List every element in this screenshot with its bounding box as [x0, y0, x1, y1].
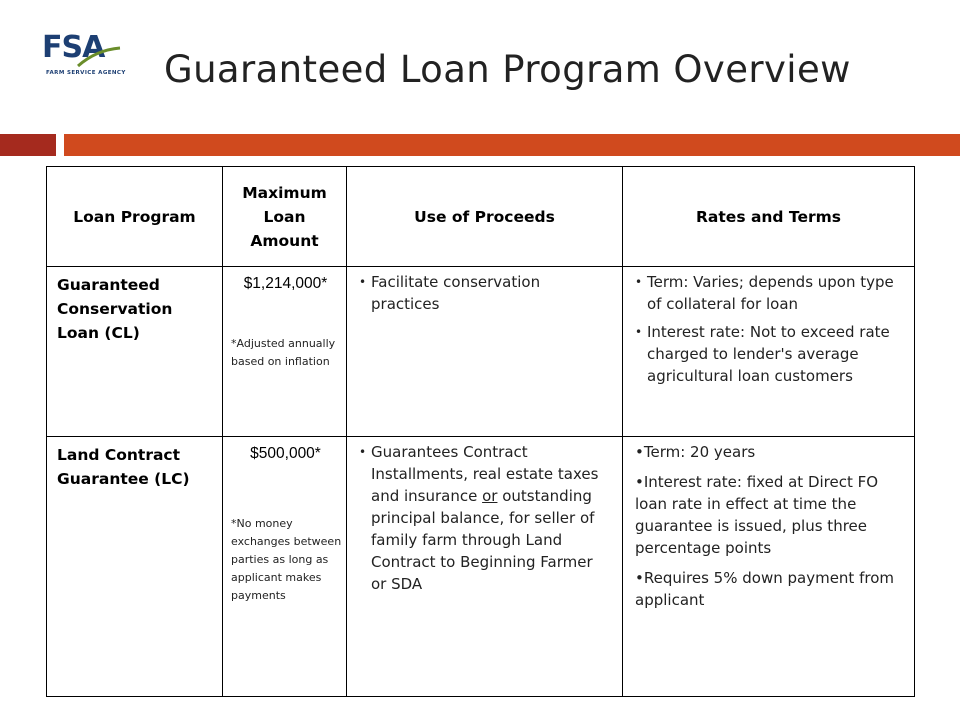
accent-bar-left: [0, 134, 56, 156]
proceeds-list: [347, 267, 622, 315]
header-row: [47, 167, 915, 267]
logo-letters: FSA: [42, 30, 105, 65]
header-rates-terms: Rates and Terms: [623, 167, 915, 267]
header-max-amount: Maximum Loan Amount: [223, 167, 347, 267]
header-use-of-proceeds: Use of Proceeds: [347, 167, 623, 267]
list-item: •Requires 5% down payment from applicant: [635, 569, 894, 609]
accent-bar: [64, 134, 960, 156]
list-item: • Term: Varies; depends upon type of collateral for loan: [647, 271, 904, 315]
program-name: Guaranteed Conservation Loan (CL): [57, 276, 173, 342]
terms-list: [623, 267, 914, 387]
list-item: •Interest rate: fixed at Direct FO loan rate in effect at time the guarantee is issued, plus three percentage points: [635, 473, 879, 557]
table-row: [47, 437, 915, 697]
header-loan-program: Loan Program: [47, 167, 223, 267]
list-item: •Term: 20 years: [635, 443, 756, 461]
loan-program-table: [46, 166, 915, 697]
list-item: • Interest rate: Not to exceed rate charged to lender's average agricultural loan customers: [647, 321, 904, 387]
proceeds-list: [347, 437, 622, 595]
logo-subtitle: FARM SERVICE AGENCY: [46, 70, 126, 76]
logo-swoosh-icon: [76, 46, 122, 68]
proceeds-or: or: [482, 487, 498, 505]
list-item: • Facilitate conservation practices: [371, 271, 612, 315]
proceeds-text-post: outstanding principal balance, for seller of family farm through Land Contract to Beginning Farmer or SDA: [371, 487, 595, 593]
program-name: Land Contract Guarantee (LC): [57, 446, 190, 488]
page-title: Guaranteed Loan Program Overview: [164, 48, 851, 91]
fsa-logo: [42, 30, 124, 84]
max-amount: $500,000*: [250, 445, 321, 462]
list-item: [371, 441, 612, 595]
table-row: [47, 267, 915, 437]
amount-note: *No money exchanges between parties as long as applicant makes payments: [231, 517, 342, 602]
amount-note: *Adjusted annually based on inflation: [231, 337, 336, 368]
max-amount: $1,214,000*: [243, 275, 328, 292]
proceeds-text-pre: Guarantees Contract Installments, real estate taxes and insurance: [371, 443, 599, 505]
